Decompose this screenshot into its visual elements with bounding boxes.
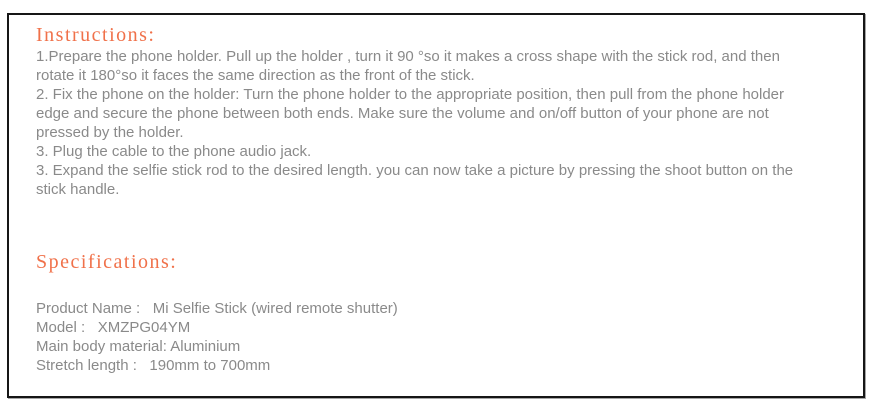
specifications-list [36,299,835,375]
spec-value: 190mm to 700mm [149,357,271,374]
spec-separator: : [131,300,153,317]
manual-page-panel [7,13,865,398]
instruction-line: edge and secure the phone between both ends. Make sure the volume and on/off button of your phone are not [36,105,769,122]
spec-value: Mi Selfie Stick (wired remote shutter) [152,300,398,317]
spec-separator: : [128,357,150,374]
instruction-line: 1.Prepare the phone holder. Pull up the holder , turn it 90 °so it makes a cross shape with the stick rod, and then [36,48,780,65]
spec-row-material [36,337,835,356]
spec-separator: : [76,319,98,336]
instruction-line: 2. Fix the phone on the holder: Turn the phone holder to the appropriate position, then pull from the phone holder [36,86,785,103]
spec-value: Aluminium [170,338,241,355]
instruction-line: pressed by the holder. [36,124,184,141]
spec-row-model [36,318,835,337]
spec-label: Model [36,319,77,336]
spec-separator: : [162,338,171,355]
instructions-heading: Instructions: [36,24,156,46]
instructions-text-block [36,47,835,199]
spec-row-stretch-length [36,356,835,375]
spec-label: Product Name [36,300,132,317]
instruction-line: 3. Expand the selfie stick rod to the desired length. you can now take a picture by pressing the shoot button on the [36,162,794,179]
instruction-line: rotate it 180°so it faces the same direction as the front of the stick. [36,67,475,84]
instruction-line: stick handle. [36,181,120,198]
spec-row-product-name [36,299,835,318]
spec-value: XMZPG04YM [97,319,191,336]
specifications-heading: Specifications: [36,251,178,273]
instruction-line: 3. Plug the cable to the phone audio jack. [36,143,312,160]
spec-label: Main body material [36,338,163,355]
spec-label: Stretch length [36,357,129,374]
